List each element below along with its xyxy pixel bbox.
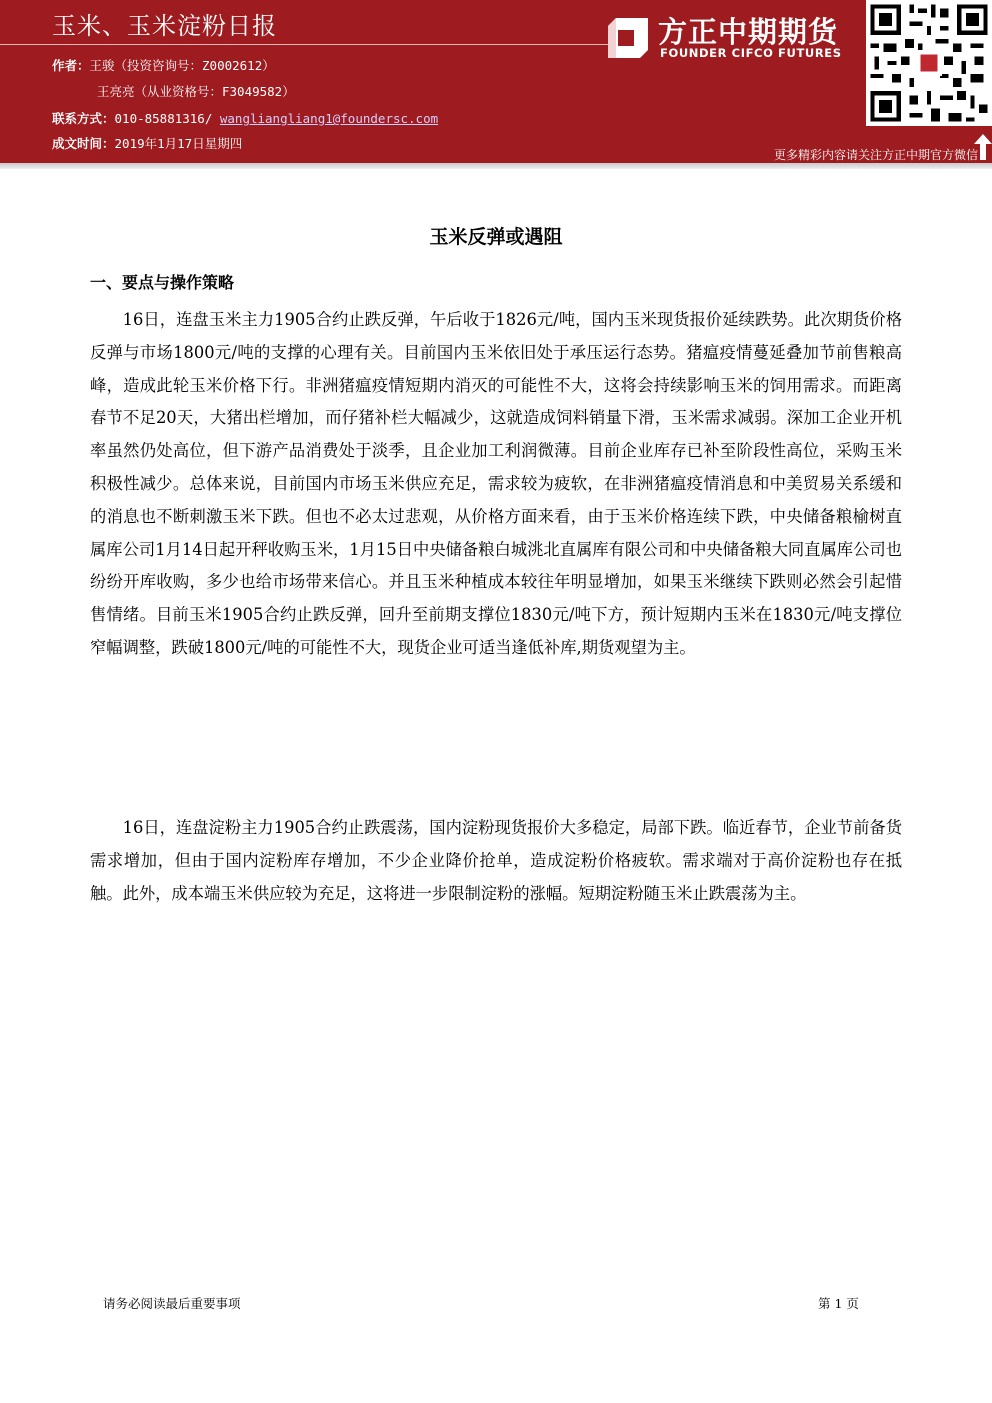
- follow-wechat-text: 更多精彩内容请关注方正中期官方微信: [773, 148, 978, 162]
- author-1: 王骏（投资咨询号：Z0002612）: [89, 58, 275, 73]
- founder-logo-icon: [606, 16, 650, 60]
- date-label: 成文时间：: [52, 136, 115, 151]
- author-2: 王亮亮（从业资格号：F3049582）: [97, 84, 295, 99]
- author-label: 作者：: [52, 58, 90, 73]
- qr-code-icon[interactable]: [866, 0, 992, 126]
- company-logo: [606, 10, 860, 62]
- report-header: [0, 0, 992, 163]
- section-heading: 一、要点与操作策略: [90, 273, 235, 292]
- up-arrow-icon: [974, 134, 992, 160]
- date-value: 2019年1月17日星期四: [114, 136, 243, 151]
- author-line-2: [97, 82, 295, 100]
- header-shadow-stripe: [0, 163, 992, 169]
- date-line: [52, 134, 242, 152]
- paragraph-starch: [90, 812, 902, 910]
- paragraph-text: 16日，连盘玉米主力1905合约止跌反弹，午后收于1826元/吨，国内玉米现货报价延续跌势。此次期货价格反弹与市场1800元/吨的支撑的心理有关。目前国内玉米依旧处于承压运行态势。猪瘟疫情蔓延叠加节前售粮高峰，造成此轮玉米价格下行。非洲猪瘟疫情短期内消灭的可能性不大，这将会持续影响玉米的饲用需求。而距离春节不足20天，大猪出栏增加，而仔猪补栏大幅减少，这就造成饲料销量下滑，玉米需求减弱。深加工企业开机率虽然仍处高位，但下游产品消费处于淡季，且企业加工利润微薄。目前企业库存已补至阶段性高位，采购玉米积极性减少。总体来说，目前国内市场玉米供应充足，需求较为疲软，在非洲猪瘟疫情消息和中美贸易关系缓和的消息也不断刺激玉米下跌。但也不必太过悲观，从价格方面来看，由于玉米价格连续下跌，中央储备粮榆树直属库公司1月14日起开秤收购玉米，1月15日中央储备粮白城洮北直属库有限公司和中央储备粮大同直属库公司也纷纷开库收购，多少也给市场带来信心。并且玉米种植成本较往年明显增加，如果玉米继续下跌则必然会引起惜售情绪。目前玉米1905合约止跌反弹，回升至前期支撑位1830元/吨下方，预计短期内玉米在1830元/吨支撑位窄幅调整，跌破1800元/吨的可能性不大，现货企业可适当逢低补库,期货观望为主。: [90, 310, 902, 657]
- contact-email-link[interactable]: wangliangliang1@foundersc.com: [219, 111, 439, 126]
- page-number: 第 1 页: [818, 1296, 859, 1311]
- title-divider: [0, 44, 640, 45]
- author-line: [52, 56, 275, 74]
- paragraph-text: 16日，连盘淀粉主力1905合约止跌震荡，国内淀粉现货报价大多稳定，局部下跌。临近春节，企业节前备货需求增加，但由于国内淀粉库存增加，不少企业降价抢单，造成淀粉价格疲软。需求端对于高价淀粉也存在抵触。此外，成本端玉米供应较为充足，这将进一步限制淀粉的涨幅。短期淀粉随玉米止跌震荡为主。: [90, 818, 902, 903]
- contact-line: [52, 109, 438, 127]
- logo-chinese-name: 方正中期期货: [658, 15, 839, 49]
- document-title: 玉米反弹或遇阻: [429, 226, 563, 248]
- logo-english-name: FOUNDER CIFCO FUTURES: [660, 46, 842, 60]
- contact-phone: 010-85881316/: [114, 111, 220, 126]
- report-title: 玉米、玉米淀粉日报: [52, 12, 277, 40]
- paragraph-corn: [90, 304, 902, 665]
- contact-label: 联系方式：: [52, 111, 115, 126]
- footer-notice: 请务必阅读最后重要事项: [103, 1296, 241, 1311]
